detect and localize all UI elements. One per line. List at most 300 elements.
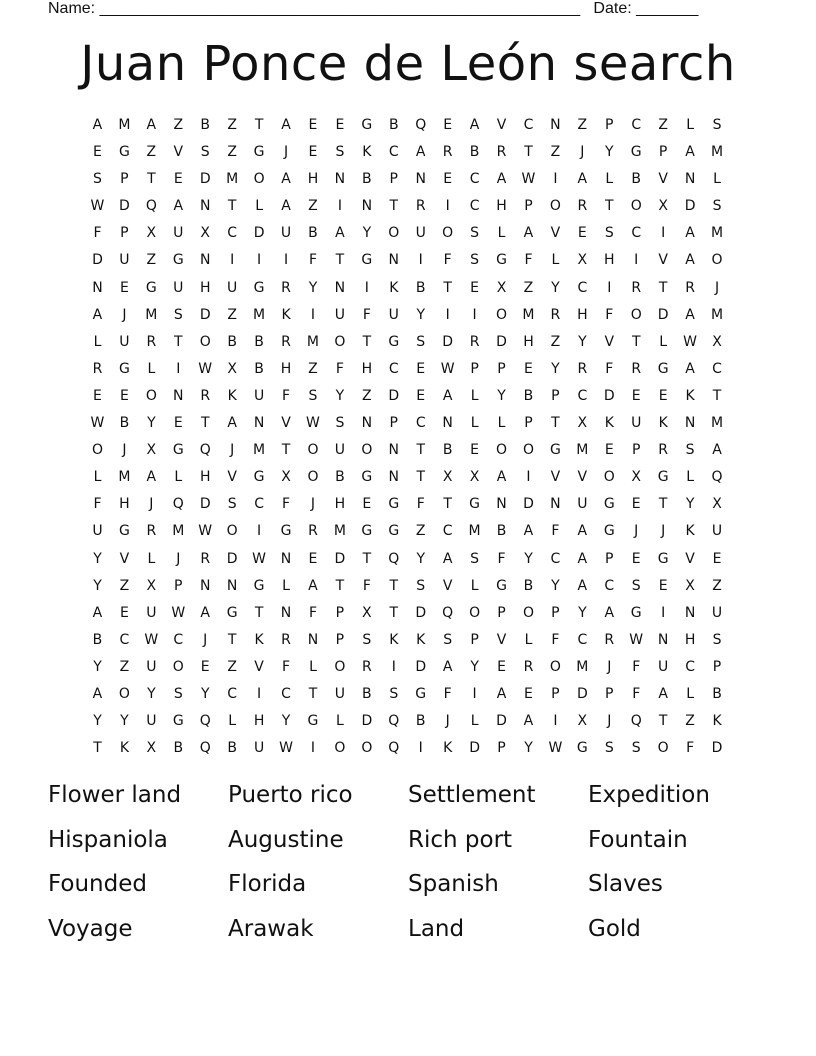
grid-letter: A	[496, 469, 507, 486]
grid-letter: I	[553, 713, 558, 730]
grid-letter: N	[92, 279, 103, 296]
grid-letter: U	[173, 225, 184, 242]
grid-letter: R	[658, 442, 669, 459]
grid-letter: G	[172, 442, 184, 459]
grid-letter: E	[416, 387, 426, 404]
grid-letter: J	[230, 442, 235, 459]
grid-letter: T	[227, 631, 237, 648]
grid-letter: I	[418, 740, 423, 757]
grid-letter: O	[469, 604, 481, 621]
grid-letter: A	[685, 360, 695, 377]
grid-letter: L	[605, 171, 614, 188]
grid-letter: U	[711, 604, 723, 621]
grid-letter: N	[226, 577, 238, 594]
grid-letter: I	[445, 306, 450, 323]
grid-letter: E	[200, 658, 210, 675]
grid-letter: L	[686, 469, 694, 486]
grid-letter: Z	[523, 279, 534, 296]
grid-letter: O	[145, 387, 157, 404]
grid-letter: T	[254, 604, 264, 621]
grid-letter: I	[283, 252, 289, 269]
grid-letter: A	[442, 658, 453, 675]
grid-letter: O	[711, 252, 723, 269]
grid-letter: C	[254, 496, 264, 513]
grid-letter: X	[146, 442, 157, 459]
grid-letter: A	[496, 171, 507, 188]
grid-letter: T	[227, 198, 237, 215]
grid-letter: P	[497, 360, 506, 377]
grid-letter: Z	[712, 577, 722, 594]
grid-letter: N	[334, 171, 346, 188]
grid-letter: Q	[388, 550, 400, 567]
grid-letter: X	[200, 225, 211, 242]
word-list	[48, 778, 768, 956]
grid-letter: Q	[145, 198, 157, 215]
grid-letter: G	[496, 577, 507, 594]
grid-letter: J	[580, 144, 585, 161]
grid-letter: R	[496, 144, 507, 161]
grid-letter: E	[93, 387, 102, 404]
grid-letter: D	[442, 333, 454, 350]
grid-letter: N	[550, 496, 561, 513]
grid-letter: B	[523, 387, 534, 404]
grid-letter: M	[172, 523, 185, 540]
grid-letter: R	[146, 523, 157, 540]
grid-letter: B	[362, 685, 372, 702]
grid-letter: Y	[524, 550, 533, 567]
grid-letter: Q	[711, 469, 723, 486]
grid-letter: M	[306, 333, 320, 350]
grid-letter: H	[496, 198, 507, 215]
grid-letter: U	[577, 496, 588, 513]
grid-letter: V	[281, 415, 291, 432]
grid-letter: Y	[416, 550, 425, 567]
grid-letter: E	[119, 387, 129, 404]
grid-letter: E	[604, 442, 614, 459]
grid-letter: A	[92, 604, 103, 621]
grid-letter: N	[173, 387, 184, 404]
grid-letter: V	[119, 550, 130, 567]
grid-letter: B	[523, 577, 534, 594]
grid-letter: F	[497, 550, 506, 567]
grid-letter: Z	[227, 658, 237, 675]
grid-letter: H	[199, 469, 211, 486]
grid-letter: G	[657, 360, 669, 377]
grid-letter: F	[551, 631, 560, 648]
grid-letter: N	[199, 198, 211, 215]
grid-letter: E	[631, 387, 641, 404]
grid-letter: E	[524, 360, 533, 377]
grid-letter: G	[307, 713, 319, 730]
grid-letter: S	[631, 577, 641, 594]
grid-letter: T	[174, 333, 183, 350]
grid-letter: H	[361, 360, 373, 377]
word-list-item: Settlement	[408, 782, 536, 808]
grid-letter: Q	[630, 713, 642, 730]
grid-letter: X	[146, 225, 157, 242]
word-list-item: Gold	[588, 915, 641, 942]
grid-letter: D	[388, 387, 400, 404]
grid-letter: M	[118, 469, 131, 486]
word-list-item: Puerto rico	[228, 782, 353, 808]
grid-letter: X	[281, 469, 291, 486]
grid-letter: D	[469, 740, 480, 757]
grid-letter: Z	[119, 658, 130, 675]
grid-letter: W	[90, 198, 105, 215]
grid-letter: A	[658, 685, 668, 702]
grid-letter: O	[307, 442, 319, 459]
grid-letter: T	[524, 144, 533, 161]
grid-letter: M	[333, 523, 346, 540]
grid-letter: S	[200, 144, 210, 161]
grid-letter: M	[118, 117, 131, 133]
grid-letter: N	[280, 550, 292, 567]
grid-letter: S	[308, 387, 318, 404]
grid-letter: U	[146, 658, 157, 675]
grid-letter: Y	[497, 387, 506, 404]
grid-letter: A	[281, 171, 291, 188]
grid-letter: T	[362, 550, 372, 567]
grid-letter: P	[551, 604, 560, 621]
grid-letter: Y	[335, 387, 345, 404]
grid-letter: S	[93, 171, 102, 188]
grid-letter: U	[334, 685, 346, 702]
grid-letter: E	[308, 144, 318, 161]
grid-letter: T	[631, 333, 641, 350]
grid-letter: T	[362, 333, 372, 350]
grid-letter: Z	[119, 577, 130, 594]
grid-letter: I	[661, 225, 666, 242]
grid-letter: H	[334, 496, 346, 513]
grid-letter: Y	[93, 577, 102, 594]
grid-letter: R	[550, 306, 561, 323]
grid-letter: F	[605, 306, 614, 323]
grid-letter: J	[122, 442, 127, 459]
grid-letter: F	[686, 740, 695, 757]
grid-letter: K	[712, 713, 722, 730]
grid-letter: D	[361, 713, 373, 730]
grid-letter: Y	[200, 685, 210, 702]
grid-letter: Y	[470, 658, 479, 675]
grid-letter: I	[553, 171, 558, 188]
grid-letter: S	[173, 685, 183, 702]
grid-letter: C	[577, 387, 588, 404]
grid-letter: R	[577, 198, 588, 215]
grid-letter: D	[199, 306, 211, 323]
grid-letter: P	[335, 631, 345, 648]
grid-letter: D	[415, 658, 427, 675]
grid-letter: L	[686, 117, 694, 133]
grid-letter: O	[199, 333, 211, 350]
grid-letter: R	[415, 198, 426, 215]
grid-letter: D	[603, 387, 615, 404]
grid-letter: S	[604, 225, 614, 242]
letter-grid	[84, 112, 731, 762]
grid-letter: W	[629, 631, 644, 648]
grid-letter: V	[604, 333, 615, 350]
grid-letter: G	[118, 360, 130, 377]
grid-letter: L	[497, 415, 506, 432]
grid-letter: M	[710, 415, 724, 432]
word-list-item: Fountain	[588, 826, 688, 853]
grid-letter: B	[442, 442, 453, 459]
page-title: Juan Ponce de León search	[80, 36, 736, 92]
grid-letter: F	[282, 387, 291, 404]
grid-letter: P	[389, 415, 398, 432]
grid-letter: N	[442, 415, 453, 432]
grid-letter: G	[145, 279, 157, 296]
grid-letter: S	[443, 631, 453, 648]
grid-letter: P	[470, 631, 479, 648]
grid-letter: G	[226, 604, 238, 621]
grid-letter: H	[119, 496, 130, 513]
grid-letter: R	[442, 144, 453, 161]
grid-letter: O	[253, 171, 265, 188]
grid-letter: T	[308, 685, 318, 702]
grid-letter: S	[470, 225, 480, 242]
grid-letter: T	[200, 415, 210, 432]
grid-letter: T	[443, 496, 452, 513]
grid-letter: S	[712, 631, 722, 648]
grid-letter: R	[361, 658, 372, 675]
grid-letter: Y	[281, 713, 291, 730]
grid-letter: B	[119, 415, 130, 432]
grid-letter: C	[469, 171, 480, 188]
grid-letter: C	[388, 360, 399, 377]
grid-letter: T	[335, 577, 345, 594]
grid-letter: O	[172, 658, 184, 675]
grid-letter: X	[712, 496, 722, 513]
grid-letter: L	[470, 415, 479, 432]
grid-letter: H	[523, 333, 534, 350]
grid-letter: G	[361, 523, 373, 540]
grid-letter: W	[279, 740, 293, 757]
grid-letter: Z	[146, 252, 157, 269]
grid-letter: T	[551, 415, 560, 432]
grid-letter: D	[199, 171, 211, 188]
grid-letter: G	[388, 333, 400, 350]
grid-letter: G	[172, 252, 184, 269]
grid-letter: M	[145, 306, 158, 323]
grid-letter: U	[119, 333, 130, 350]
word-list-item: Hispaniola	[48, 826, 168, 853]
grid-letter: I	[257, 523, 262, 540]
grid-letter: P	[551, 685, 560, 702]
grid-letter: O	[361, 740, 373, 757]
grid-letter: G	[469, 496, 481, 513]
grid-letter: Z	[550, 333, 561, 350]
grid-letter: C	[119, 631, 130, 648]
grid-letter: G	[496, 252, 507, 269]
grid-letter: N	[388, 469, 400, 486]
grid-letter: L	[93, 469, 102, 486]
grid-letter: A	[523, 523, 534, 540]
grid-letter: R	[577, 360, 588, 377]
grid-letter: A	[712, 442, 722, 459]
grid-letter: R	[469, 333, 480, 350]
grid-letter: S	[227, 496, 237, 513]
grid-letter: G	[253, 577, 265, 594]
grid-letter: F	[605, 360, 614, 377]
grid-letter: I	[337, 198, 342, 215]
grid-letter: F	[362, 577, 371, 594]
grid-letter: L	[228, 713, 237, 730]
grid-letter: W	[171, 604, 186, 621]
grid-letter: G	[388, 523, 400, 540]
grid-letter: A	[308, 577, 318, 594]
grid-letter: T	[254, 117, 264, 133]
grid-letter: K	[658, 415, 668, 432]
name-date-line: Name: ______________________________________________________ Date: _______	[48, 0, 699, 17]
grid-letter: T	[605, 198, 614, 215]
grid-letter: R	[92, 360, 103, 377]
grid-letter: S	[631, 740, 641, 757]
grid-letter: U	[631, 415, 642, 432]
grid-letter: F	[93, 225, 102, 242]
grid-letter: X	[658, 198, 668, 215]
grid-letter: C	[577, 279, 588, 296]
word-list-item: Slaves	[588, 871, 663, 897]
grid-letter: H	[199, 279, 211, 296]
grid-letter: R	[308, 523, 318, 540]
grid-letter: R	[281, 279, 291, 296]
grid-letter: O	[496, 442, 508, 459]
grid-letter: X	[577, 252, 588, 269]
grid-letter: J	[634, 523, 639, 540]
grid-letter: B	[227, 740, 237, 757]
grid-letter: U	[146, 604, 157, 621]
grid-letter: C	[227, 685, 238, 702]
grid-letter: X	[227, 360, 237, 377]
grid-letter: I	[472, 306, 477, 323]
grid-letter: G	[361, 469, 373, 486]
grid-letter: S	[389, 685, 399, 702]
grid-letter: N	[657, 631, 669, 648]
grid-letter: G	[361, 117, 373, 133]
grid-letter: I	[607, 279, 612, 296]
grid-letter: M	[710, 144, 724, 161]
grid-letter: Y	[308, 279, 318, 296]
grid-letter: U	[280, 225, 292, 242]
grid-letter: F	[551, 523, 560, 540]
grid-letter: R	[631, 360, 642, 377]
grid-letter: O	[388, 225, 400, 242]
grid-letter: P	[497, 740, 506, 757]
grid-letter: G	[253, 469, 265, 486]
grid-letter: V	[550, 469, 561, 486]
grid-letter: L	[309, 658, 317, 675]
grid-letter: W	[440, 360, 455, 377]
grid-letter: W	[198, 523, 213, 540]
grid-letter: S	[335, 144, 345, 161]
grid-letter: X	[577, 713, 588, 730]
grid-letter: C	[523, 117, 534, 133]
grid-letter: E	[93, 144, 102, 161]
grid-letter: C	[281, 685, 291, 702]
grid-letter: O	[226, 523, 238, 540]
grid-letter: X	[469, 469, 480, 486]
grid-letter: V	[442, 577, 453, 594]
grid-letter: Q	[199, 442, 211, 459]
grid-letter: F	[524, 252, 533, 269]
grid-letter: L	[713, 171, 721, 188]
grid-letter: I	[445, 198, 450, 215]
grid-letter: J	[445, 713, 450, 730]
grid-letter: L	[551, 252, 560, 269]
grid-letter: E	[470, 442, 480, 459]
grid-letter: B	[227, 333, 237, 350]
grid-letter: D	[496, 713, 507, 730]
grid-letter: E	[173, 415, 183, 432]
grid-letter: K	[362, 144, 372, 161]
grid-letter: K	[389, 279, 399, 296]
grid-letter: Y	[551, 360, 560, 377]
grid-letter: Y	[551, 279, 560, 296]
grid-letter: E	[119, 279, 129, 296]
grid-letter: B	[469, 144, 480, 161]
grid-letter: G	[172, 713, 184, 730]
grid-letter: Z	[415, 523, 426, 540]
grid-letter: C	[631, 117, 642, 133]
grid-letter: Y	[685, 496, 695, 513]
grid-letter: L	[93, 333, 102, 350]
grid-letter: D	[415, 604, 427, 621]
grid-letter: R	[281, 631, 291, 648]
grid-letter: T	[389, 198, 399, 215]
grid-letter: T	[147, 171, 156, 188]
grid-letter: N	[361, 415, 373, 432]
grid-letter: U	[146, 713, 157, 730]
grid-letter: F	[335, 360, 344, 377]
grid-letter: U	[119, 252, 130, 269]
grid-letter: G	[657, 550, 669, 567]
grid-letter: X	[146, 577, 157, 594]
grid-letter: L	[497, 225, 506, 242]
grid-letter: M	[253, 306, 266, 323]
grid-letter: I	[661, 604, 666, 621]
grid-letter: S	[335, 415, 345, 432]
grid-letter: Z	[308, 198, 318, 215]
grid-letter: B	[200, 117, 211, 133]
grid-letter: H	[604, 252, 615, 269]
grid-letter: R	[146, 333, 157, 350]
grid-letter: E	[443, 171, 453, 188]
grid-letter: K	[119, 740, 129, 757]
grid-letter: B	[254, 333, 264, 350]
grid-letter: Y	[362, 225, 372, 242]
grid-letter: N	[496, 496, 507, 513]
grid-letter: Z	[173, 117, 184, 133]
grid-letter: A	[92, 685, 103, 702]
grid-letter: L	[174, 469, 183, 486]
grid-letter: V	[685, 550, 695, 567]
grid-letter: J	[283, 144, 289, 161]
grid-letter: V	[658, 171, 668, 188]
grid-letter: I	[230, 252, 235, 269]
grid-letter: J	[176, 550, 181, 567]
grid-letter: G	[630, 604, 642, 621]
grid-letter: G	[118, 144, 130, 161]
grid-letter: F	[308, 252, 317, 269]
grid-letter: A	[577, 577, 588, 594]
grid-letter: A	[496, 685, 507, 702]
grid-letter: S	[604, 740, 614, 757]
grid-letter: N	[280, 604, 292, 621]
grid-letter: B	[308, 225, 318, 242]
grid-letter: B	[335, 469, 345, 486]
grid-letter: D	[523, 496, 534, 513]
grid-letter: I	[310, 740, 316, 757]
